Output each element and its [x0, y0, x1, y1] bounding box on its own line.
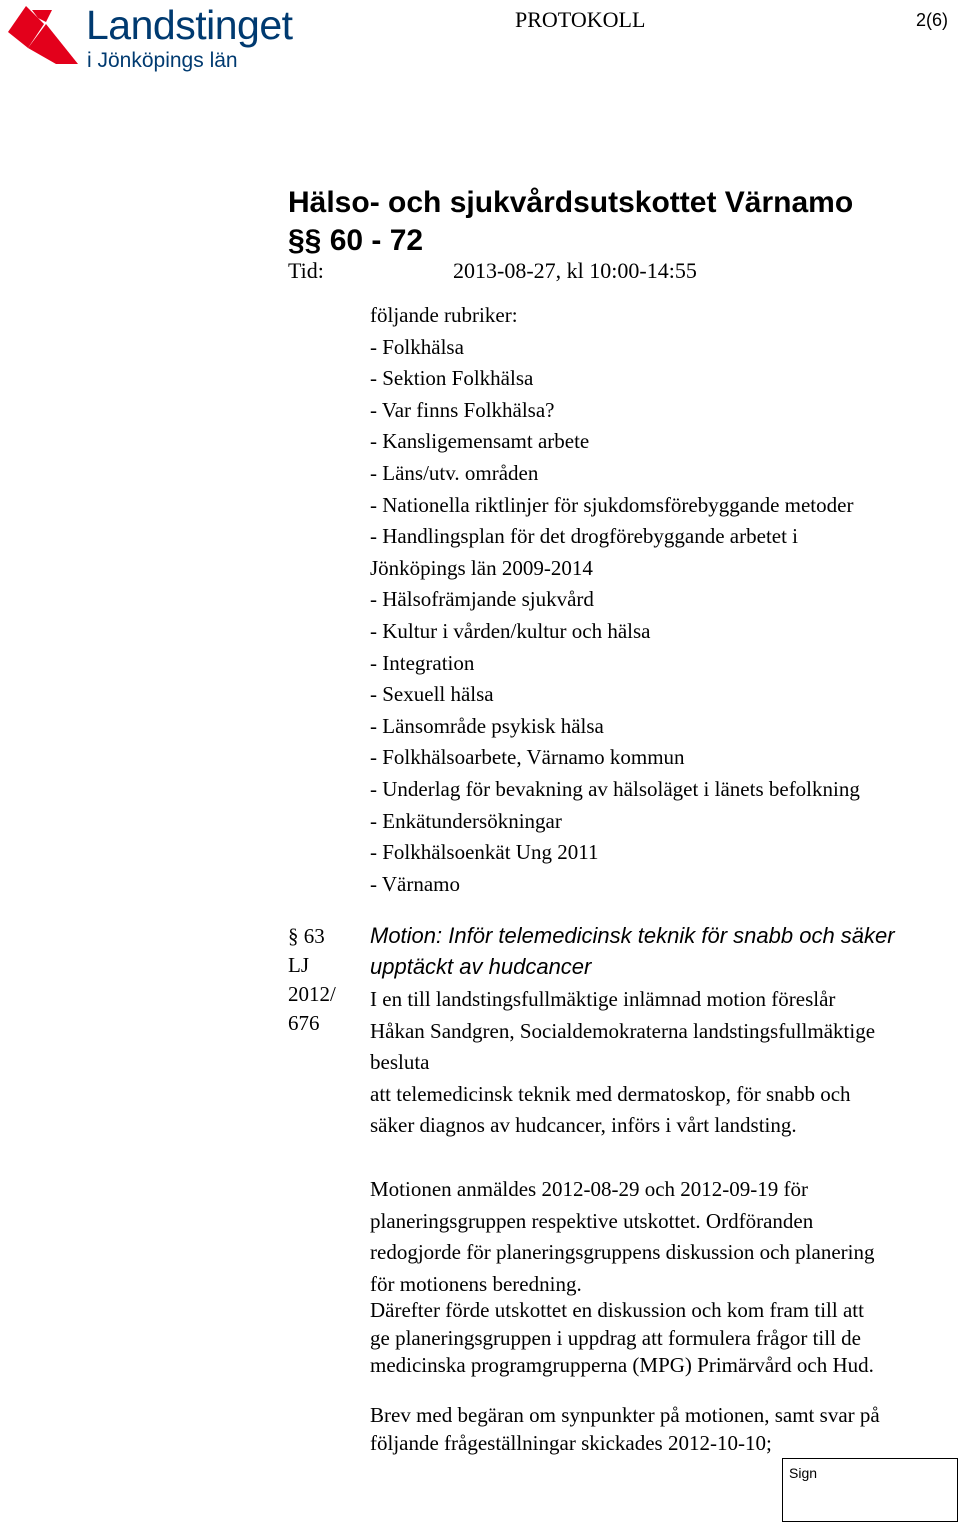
- time-value: 2013-08-27, kl 10:00-14:55: [453, 258, 697, 283]
- paragraph: [370, 984, 955, 1142]
- topic-item: - Handlingsplan för det drogförebyggande arbetet i: [370, 524, 799, 549]
- paragraph: [370, 1402, 955, 1457]
- text-line: medicinska programgrupperna (MPG) Primärvård och Hud.: [370, 1353, 874, 1377]
- logo-mark-icon: [6, 4, 80, 70]
- text-line: Brev med begäran om synpunkter på motionen, samt svar på: [370, 1403, 880, 1427]
- logo: [0, 0, 330, 80]
- topic-item: - Kansligemensamt arbete: [370, 429, 590, 454]
- paragraph-range: §§ 60 - 72: [288, 224, 424, 257]
- topic-item: - Var finns Folkhälsa?: [370, 397, 555, 422]
- motion-title: Motion: Inför telemedicinsk teknik för snabb och säker upptäckt av hudcancer: [370, 923, 895, 979]
- page-number: 2(6): [916, 10, 949, 30]
- topic-item: - Sexuell hälsa: [370, 682, 494, 707]
- topic-item: - Folkhälsoarbete, Värnamo kommun: [370, 745, 685, 770]
- text-line: planeringsgruppen respektive utskottet. Ordföranden: [370, 1208, 814, 1233]
- topic-item: - Läns/utv. områden: [370, 460, 539, 485]
- topic-item: följande rubriker:: [370, 303, 518, 327]
- section-number: § 63: [288, 924, 325, 948]
- text-line: följande frågeställningar skickades 2012-10-10;: [370, 1430, 772, 1455]
- text-line: redogjorde för planeringsgruppens diskussion och planering: [370, 1240, 875, 1265]
- topic-item: - Kultur i vården/kultur och hälsa: [370, 618, 651, 643]
- section-reference: [288, 922, 336, 1038]
- logo-text-sub: i Jönköpings län: [87, 49, 238, 72]
- diary-ref-line: 2012/: [288, 982, 336, 1006]
- topic-item: - Folkhälsoenkät Ung 2011: [370, 840, 599, 865]
- diary-ref-line: LJ: [288, 953, 309, 977]
- time-label: Tid:: [288, 258, 324, 283]
- paragraph: [370, 1297, 955, 1380]
- topic-item: - Enkätundersökningar: [370, 808, 562, 833]
- text-line: Därefter förde utskottet en diskussion och kom fram till att: [370, 1298, 864, 1322]
- meeting-title: Hälso- och sjukvårdsutskottet Värnamo: [288, 186, 854, 219]
- topic-list: [370, 300, 860, 900]
- topic-item: Jönköpings län 2009-2014: [370, 555, 593, 580]
- text-line: ge planeringsgruppen i uppdrag att formulera frågor till de: [370, 1325, 861, 1350]
- text-line: I en till landstingsfullmäktige inlämnad motion föreslår: [370, 987, 836, 1011]
- topic-item: - Underlag för bevakning av hälsoläget i länets befolkning: [370, 776, 860, 801]
- signature-box: [782, 1458, 958, 1522]
- sign-label: Sign: [789, 1465, 818, 1481]
- paragraph: [370, 1174, 955, 1300]
- diary-ref-line: 676: [288, 1011, 320, 1035]
- text-line: för motionens beredning.: [370, 1271, 582, 1296]
- text-line: Håkan Sandgren, Socialdemokraterna landstingsfullmäktige: [370, 1018, 876, 1043]
- topic-item: - Nationella riktlinjer för sjukdomsförebyggande metoder: [370, 492, 854, 517]
- topic-item: - Länsområde psykisk hälsa: [370, 713, 604, 738]
- text-line: att telemedicinsk teknik med dermatoskop, för snabb och: [370, 1081, 851, 1106]
- logo-text-main: Landstinget: [86, 2, 293, 48]
- topic-item: - Värnamo: [370, 871, 460, 896]
- document-type: PROTOKOLL: [515, 7, 646, 32]
- text-line: besluta: [370, 1050, 430, 1075]
- topic-item: - Hälsofrämjande sjukvård: [370, 587, 594, 612]
- text-line: Motionen anmäldes 2012-08-29 och 2012-09-19 för: [370, 1177, 808, 1201]
- topic-item: - Sektion Folkhälsa: [370, 366, 534, 391]
- topic-item: - Folkhälsa: [370, 334, 464, 359]
- text-line: säker diagnos av hudcancer, införs i vårt landsting.: [370, 1113, 797, 1138]
- topic-item: - Integration: [370, 650, 475, 675]
